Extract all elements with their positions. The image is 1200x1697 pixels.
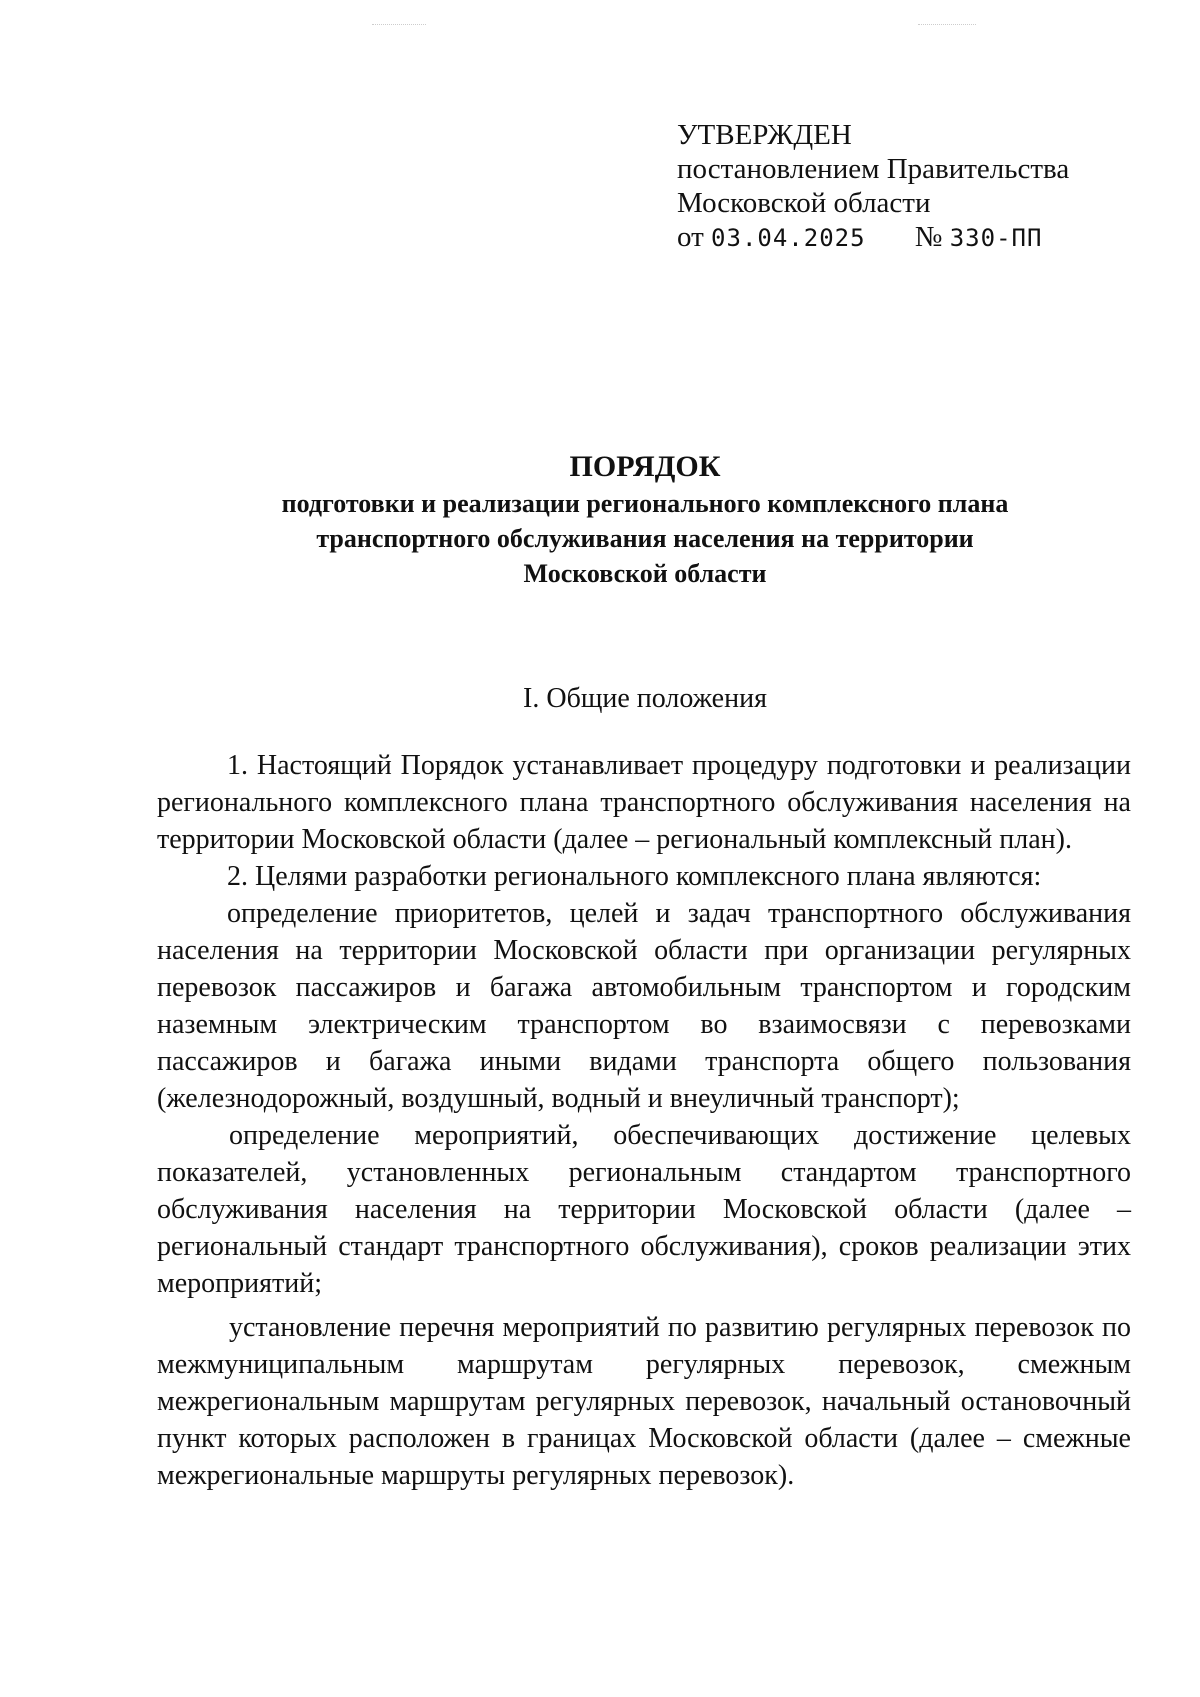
approval-line-1: постановлением Правительства bbox=[677, 153, 1070, 185]
approval-heading: УТВЕРЖДЕН bbox=[677, 119, 852, 151]
paragraph-3: определение приоритетов, целей и задач транспортного обслуживания населения на территории Московской области при организации регулярных перевозок пассажиров и багажа автомобильным транспортом и городским наземным электрическим транспортом во взаимосвязи с перевозками пассажиров и багажа иными видами транспорта общего пользования (железнодорожный, воздушный, водный и внеуличный транспорт); bbox=[157, 898, 1131, 1114]
title-line-1: подготовки и реализации регионального комплексного плана bbox=[281, 489, 1009, 518]
title-main: ПОРЯДОК bbox=[569, 450, 721, 483]
number-sign: № bbox=[914, 221, 943, 253]
paragraph-4: определение мероприятий, обеспечивающих достижение целевых показателей, установленных региональным стандартом транспортного обслуживания населения на территории Московской области (далее – региональный стандарт транспортного обслуживания), сроков реализации этих мероприятий; bbox=[157, 1120, 1131, 1299]
approval-number: 330-ПП bbox=[949, 224, 1043, 252]
scan-artifact-left bbox=[372, 24, 426, 31]
paragraph-5: установление перечня мероприятий по развитию регулярных перевозок по межмуниципальным маршрутам регулярных перевозок, смежным межрегиональным маршрутам регулярных перевозок, начальный остановочный пункт которых расположен в границах Московской области (далее – смежные межрегиональные маршруты регулярных перевозок). bbox=[157, 1312, 1131, 1491]
approval-date: 03.04.2025 bbox=[711, 224, 866, 252]
paragraph-1: 1. Настоящий Порядок устанавливает процедуру подготовки и реализации регионального комплексного плана транспортного обслуживания населения на территории Московской области (далее – региональный комплексный план). bbox=[157, 750, 1131, 855]
approval-date-line bbox=[677, 220, 1069, 255]
approval-block bbox=[677, 118, 1069, 255]
document-title bbox=[150, 448, 1140, 591]
date-prefix: от bbox=[677, 221, 704, 253]
title-line-2: транспортного обслуживания населения на территории bbox=[316, 524, 974, 553]
title-line-3: Московской области bbox=[523, 559, 767, 588]
section-heading: I. Общие положения bbox=[523, 683, 767, 714]
document-body bbox=[157, 747, 1131, 1494]
approval-line-2: Московской области bbox=[677, 187, 931, 219]
paragraph-2: 2. Целями разработки регионального комплексного плана являются: bbox=[227, 861, 1042, 892]
scan-artifact-right bbox=[918, 24, 976, 31]
